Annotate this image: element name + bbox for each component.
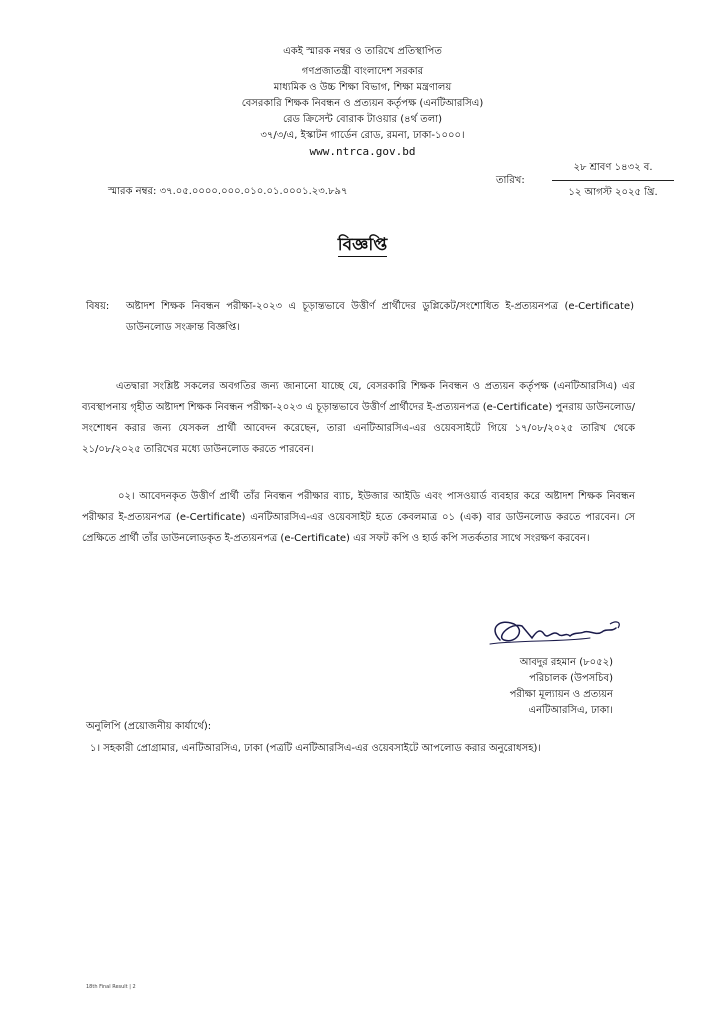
letterhead-line-authority: বেসরকারি শিক্ষক নিবন্ধন ও প্রত্যয়ন কর্তৃপক্ষ (এনটিআরসিএ) [241, 98, 484, 109]
subject-label: বিষয়: [86, 301, 110, 312]
subject-text: অষ্টাদশ শিক্ষক নিবন্ধন পরীক্ষা-২০২৩ এ চূড়ান্তভাবে উত্তীর্ণ প্রার্থীদের ডুপ্লিকেট/সংশোধিত ই-প্রত্যয়নপত্র (e-Certificate) ডাউনলোড সংক্রান্ত বিজ্ঞপ্তি। [126, 301, 634, 333]
notice-title-text: বিজ্ঞপ্তি [337, 235, 388, 255]
signatory-designation: পরিচালক (উপসচিব) [529, 673, 613, 684]
memo-value: ৩৭.০৫.০০০০.০০০.০১০.০১.০০০১.২৩.৮৯৭ [159, 186, 348, 197]
body-paragraph-2: ০২। আবেদনকৃত উত্তীর্ণ প্রার্থী তাঁর নিবন্ধন পরীক্ষার ব্যাচ, ইউজার আইডি এবং পাসওয়ার্ড ব্যবহার করে অষ্টাদশ শিক্ষক নিবন্ধন পরীক্ষার ই-প্রত্যয়নপত্র (e-Certificate) এনটিআরসিএ-এর ওয়েবসাইট হতে কেবলমাত্র ০১ (এক) বার ডাউনলোড করতে পারবেন। সে প্রেক্ষিতে প্রার্থী তাঁর ডাউনলোডকৃত ই-প্রত্যয়নপত্র (e-Certificate) এর সফট কপি ও হার্ড কপি সতর্কতার সাথে সংরক্ষণ করবেন। [82, 491, 635, 544]
handwritten-signature [470, 610, 670, 656]
date-bangla: ২৮ শ্রাবণ ১৪৩২ ব. [552, 160, 674, 181]
signatory-office: এনটিআরসিএ, ঢাকা। [528, 705, 613, 716]
body-paragraph-1: এতদ্বারা সংশ্লিষ্ট সকলের অবগতির জন্য জানানো যাচ্ছে যে, বেসরকারি শিক্ষক নিবন্ধন ও প্রত্যয়ন কর্তৃপক্ষ (এনটিআরসিএ) এর ব্যবস্থাপনায় গৃহীত অষ্টাদশ শিক্ষক নিবন্ধন পরীক্ষা-২০২৩ এ চূড়ান্তভাবে উত্তীর্ণ প্রার্থীদের ই-প্রত্যয়নপত্র (e-Certificate) পুনরায় ডাউনলোড/সংশোধন করার জন্য যেসকল প্রার্থী আবেদন করেছেন, তারা এনটিআরসিএ-এর ওয়েবসাইটে গিয়ে ১৭/০৮/২০২৫ তারিখ থেকে ২১/০৮/২০২৫ তারিখের মধ্যে ডাউনলোড করতে পারবেন। [82, 381, 635, 455]
letterhead [0, 64, 725, 160]
subject-block [86, 296, 634, 338]
signatory-name: আবদুর রহমান (৮০৫২) [519, 657, 613, 668]
date-label: তারিখ: [496, 175, 525, 186]
memo-label: স্মারক নম্বর: [108, 186, 157, 197]
signature-image [470, 610, 640, 656]
page-footer: 18th Final Result | 2 [86, 984, 136, 990]
notice-title [0, 232, 725, 260]
copy-item: ১। সহকারী প্রোগ্রামার, এনটিআরসিএ, ঢাকা (পত্রটি এনটিআরসিএ-এর ওয়েবসাইটে আপলোড করার অনুরোধসহ)। [90, 743, 541, 754]
letterhead-line-address: ৩৭/৩/এ, ইস্কাটন গার্ডেন রোড, রমনা, ঢাকা-১০০০। [260, 130, 465, 141]
copy-list [86, 716, 541, 760]
date-english: ১২ আগস্ট ২০২৫ খ্রি. [568, 187, 658, 198]
replacement-note: একই স্মারক নম্বর ও তারিখে প্রতিস্থাপিত [283, 46, 442, 57]
letterhead-line-building: রেড ক্রিসেন্ট বোরাক টাওয়ার (৪র্থ তলা) [282, 114, 443, 125]
signatory-block [455, 655, 613, 719]
letterhead-website: www.ntrca.gov.bd [309, 145, 416, 158]
letterhead-line-ministry: মাধ্যমিক ও উচ্চ শিক্ষা বিভাগ, শিক্ষা মন্ত্রণালয় [273, 82, 452, 93]
memo-number [108, 184, 347, 201]
signatory-department: পরীক্ষা মূল্যায়ন ও প্রত্যয়ন [509, 689, 613, 700]
copy-heading: অনুলিপি (প্রয়োজনীয় কার্যার্থে): [86, 721, 212, 732]
letterhead-line-government: গণপ্রজাতন্ত্রী বাংলাদেশ সরকার [301, 66, 424, 77]
